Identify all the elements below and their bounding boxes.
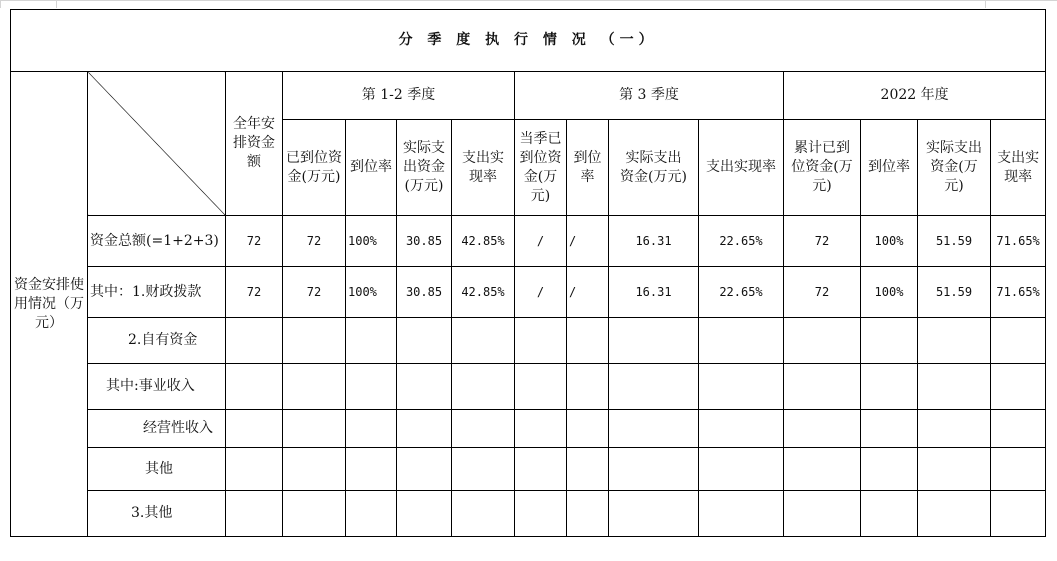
table-row <box>11 267 1046 318</box>
cell-y-rate <box>861 410 918 448</box>
cell-y-rate: 100% <box>861 267 918 318</box>
cell-q3-rate <box>567 318 609 364</box>
cell-q12-rate <box>346 410 397 448</box>
table-row <box>11 410 1046 448</box>
cell-q12-exec-rate <box>452 448 515 491</box>
cell-q3-spent <box>609 410 699 448</box>
cell-q12-spent <box>397 318 452 364</box>
cell-q12-received <box>283 364 346 410</box>
cell-q3-rate <box>567 491 609 537</box>
header-q3-col: 实际支出资金(万元) <box>609 120 699 216</box>
cell-annual <box>226 364 283 410</box>
header-annual: 全年安排资金额 <box>226 72 283 216</box>
header-2022: 2022 年度 <box>784 72 1046 120</box>
cell-y-rate <box>861 318 918 364</box>
header-y-col: 到位率 <box>861 120 918 216</box>
cell-q12-received <box>283 410 346 448</box>
cell-q12-received: 72 <box>283 216 346 267</box>
cell-annual: 72 <box>226 267 283 318</box>
cell-y-spent <box>918 410 991 448</box>
row-label: 3.其他 <box>88 491 226 537</box>
cell-annual: 72 <box>226 216 283 267</box>
cell-y-spent: 51.59 <box>918 216 991 267</box>
cell-q3-received <box>515 318 567 364</box>
cell-q3-received: / <box>515 267 567 318</box>
cell-annual <box>226 491 283 537</box>
cell-q3-received <box>515 410 567 448</box>
cell-q3-received <box>515 364 567 410</box>
header-q12: 第 1-2 季度 <box>283 72 515 120</box>
cell-y-spent <box>918 448 991 491</box>
table-row <box>11 364 1046 410</box>
diagonal-header-cell <box>88 72 226 216</box>
cell-q3-exec-rate: 22.65% <box>699 267 784 318</box>
cell-q3-rate <box>567 448 609 491</box>
cell-q12-rate <box>346 364 397 410</box>
cell-y-received <box>784 491 861 537</box>
cell-q3-exec-rate <box>699 364 784 410</box>
cell-y-received: 72 <box>784 216 861 267</box>
cell-q12-rate: 100% <box>346 267 397 318</box>
title-row <box>11 10 1046 72</box>
cell-q12-rate <box>346 448 397 491</box>
cell-annual <box>226 318 283 364</box>
header-q12-col: 已到位资金(万元) <box>283 120 346 216</box>
cell-y-spent <box>918 318 991 364</box>
page-top-rule <box>0 0 1057 1</box>
cell-y-rate: 100% <box>861 216 918 267</box>
row-label: 经营性收入 <box>88 410 226 448</box>
cell-y-received <box>784 448 861 491</box>
cell-q3-spent: 16.31 <box>609 267 699 318</box>
header-q12-col: 到位率 <box>346 120 397 216</box>
cell-q12-exec-rate <box>452 318 515 364</box>
cell-q3-spent: 16.31 <box>609 216 699 267</box>
cell-q3-exec-rate <box>699 491 784 537</box>
cell-q12-spent: 30.85 <box>397 267 452 318</box>
header-q3-col: 到位率 <box>567 120 609 216</box>
header-q3-col: 支出实现率 <box>699 120 784 216</box>
page-left-mark <box>0 0 1 8</box>
cell-q12-rate <box>346 491 397 537</box>
cell-y-rate <box>861 491 918 537</box>
cell-y-exec-rate: 71.65% <box>991 216 1046 267</box>
row-group-label: 资金安排使用情况（万元） <box>11 72 88 537</box>
cell-q12-received <box>283 491 346 537</box>
cell-q3-spent <box>609 448 699 491</box>
cell-q12-exec-rate: 42.85% <box>452 216 515 267</box>
cell-y-rate <box>861 448 918 491</box>
cell-q3-rate <box>567 364 609 410</box>
row-label: 其中:事业收入 <box>88 364 226 410</box>
cell-q12-spent <box>397 364 452 410</box>
cell-annual <box>226 448 283 491</box>
cell-q3-received <box>515 448 567 491</box>
cell-q12-received: 72 <box>283 267 346 318</box>
cell-q3-exec-rate <box>699 318 784 364</box>
table-row <box>11 491 1046 537</box>
header-y-col: 实际支出资金(万元) <box>918 120 991 216</box>
cell-q12-exec-rate <box>452 491 515 537</box>
page-left-mark-2 <box>56 0 57 8</box>
cell-q12-exec-rate: 42.85% <box>452 267 515 318</box>
table-title: 分 季 度 执 行 情 况 （一） <box>11 10 1046 72</box>
header-q3: 第 3 季度 <box>515 72 784 120</box>
row-label: 其他 <box>88 448 226 491</box>
quarterly-execution-table <box>10 9 1046 537</box>
cell-q12-spent: 30.85 <box>397 216 452 267</box>
cell-q3-exec-rate <box>699 410 784 448</box>
cell-q12-exec-rate <box>452 364 515 410</box>
cell-q12-rate: 100% <box>346 216 397 267</box>
cell-y-exec-rate <box>991 491 1046 537</box>
cell-y-spent <box>918 491 991 537</box>
header-y-col: 支出实现率 <box>991 120 1046 216</box>
cell-q3-exec-rate <box>699 448 784 491</box>
cell-q3-rate: / <box>567 267 609 318</box>
cell-y-exec-rate: 71.65% <box>991 267 1046 318</box>
row-label: 其中：1.财政拨款 <box>88 267 226 318</box>
header-q12-col: 实际支出资金(万元) <box>397 120 452 216</box>
cell-q12-rate <box>346 318 397 364</box>
table-row <box>11 318 1046 364</box>
cell-y-exec-rate <box>991 364 1046 410</box>
cell-y-received <box>784 364 861 410</box>
cell-q12-received <box>283 318 346 364</box>
row-label: 资金总额(=1+2+3) <box>88 216 226 267</box>
page-right-mark <box>985 0 986 8</box>
cell-q12-exec-rate <box>452 410 515 448</box>
cell-q3-rate <box>567 410 609 448</box>
cell-y-exec-rate <box>991 410 1046 448</box>
cell-q3-received <box>515 491 567 537</box>
cell-y-exec-rate <box>991 318 1046 364</box>
cell-q3-spent <box>609 491 699 537</box>
header-q12-col: 支出实现率 <box>452 120 515 216</box>
cell-q12-spent <box>397 448 452 491</box>
cell-q3-received: / <box>515 216 567 267</box>
cell-y-received: 72 <box>784 267 861 318</box>
cell-y-exec-rate <box>991 448 1046 491</box>
cell-annual <box>226 410 283 448</box>
cell-q12-spent <box>397 491 452 537</box>
header-row-1 <box>11 72 1046 120</box>
table-row <box>11 216 1046 267</box>
cell-y-spent: 51.59 <box>918 267 991 318</box>
cell-q3-spent <box>609 318 699 364</box>
cell-y-rate <box>861 364 918 410</box>
cell-q3-exec-rate: 22.65% <box>699 216 784 267</box>
header-y-col: 累计已到位资金(万元) <box>784 120 861 216</box>
cell-q12-spent <box>397 410 452 448</box>
cell-y-spent <box>918 364 991 410</box>
cell-q3-rate: / <box>567 216 609 267</box>
cell-q3-spent <box>609 364 699 410</box>
table-row <box>11 448 1046 491</box>
row-label: 2.自有资金 <box>88 318 226 364</box>
cell-y-received <box>784 318 861 364</box>
cell-q12-received <box>283 448 346 491</box>
header-q3-col: 当季已到位资金(万元) <box>515 120 567 216</box>
cell-y-received <box>784 410 861 448</box>
